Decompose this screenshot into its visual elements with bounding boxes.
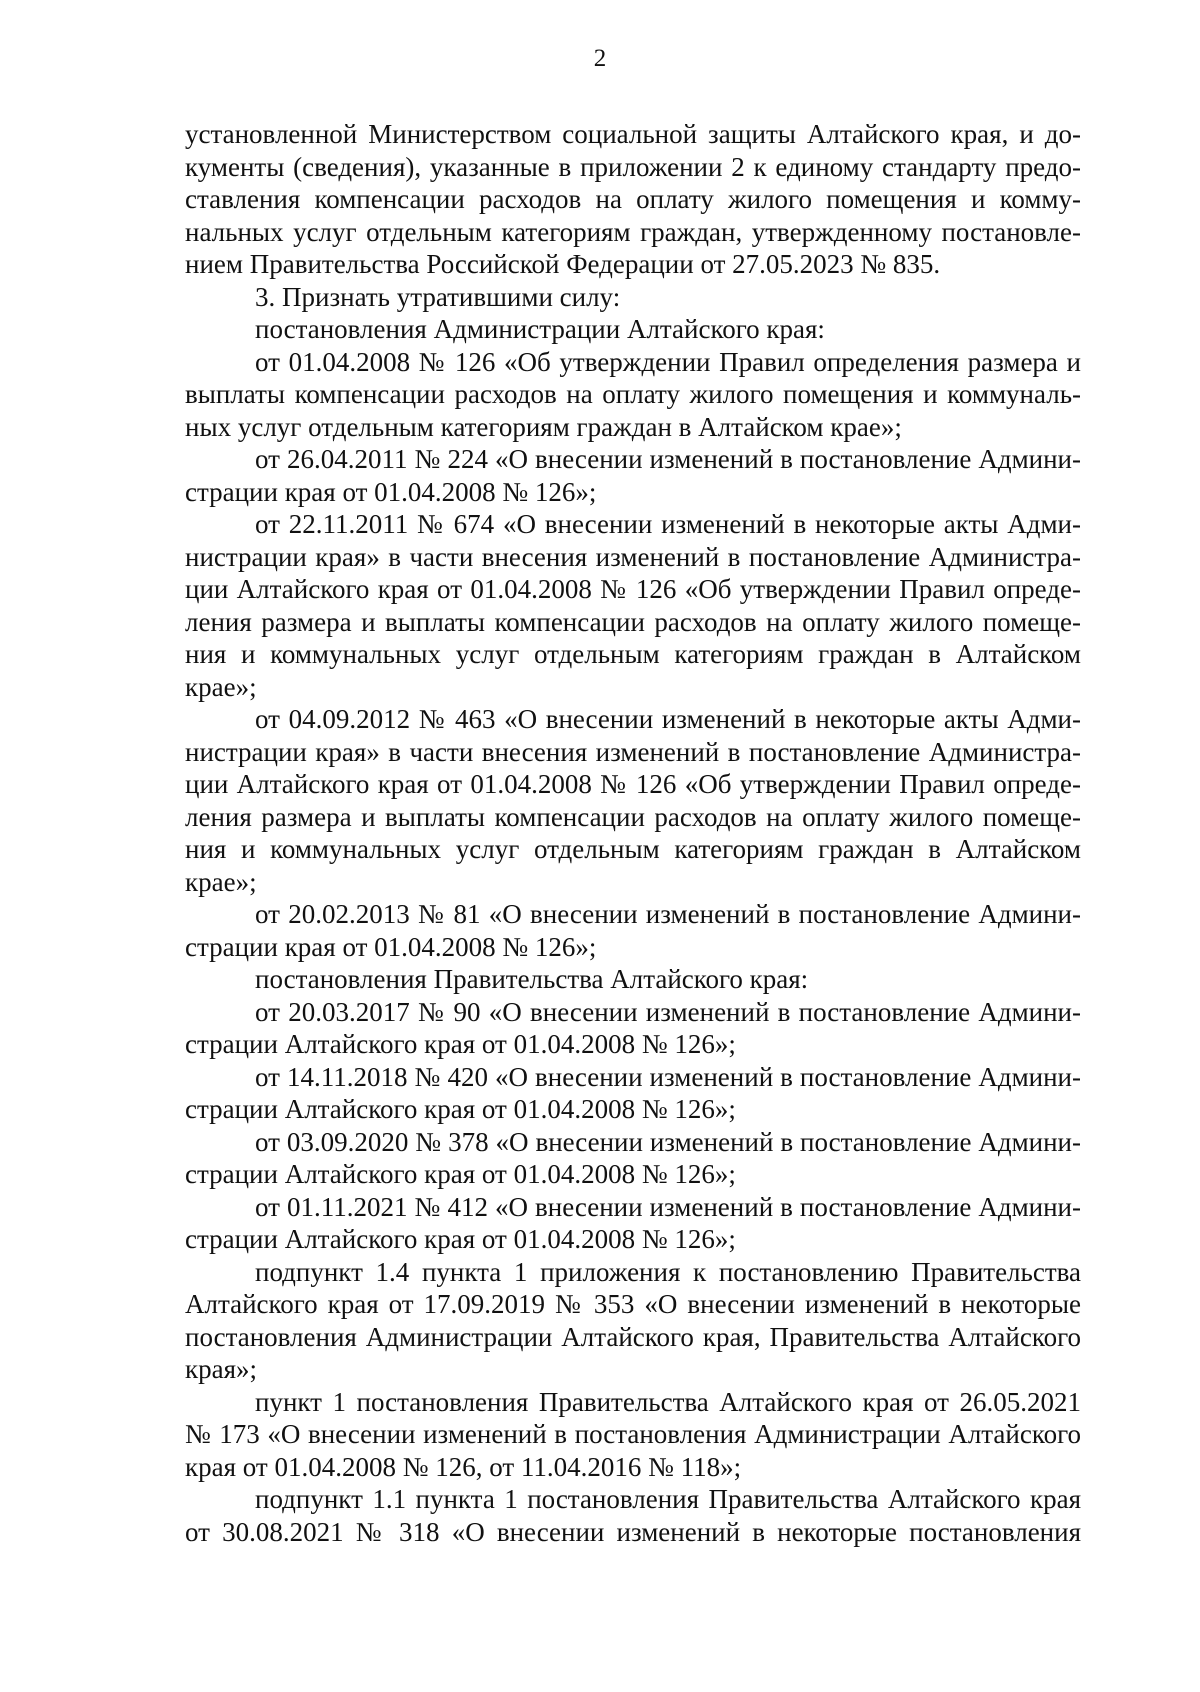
text-line: края»; <box>185 1354 258 1384</box>
text-line: постановления Правительства Алтайского края: <box>255 964 809 994</box>
paragraph <box>185 118 1081 281</box>
paragraph <box>185 1386 1081 1484</box>
text-line: ния и коммунальных услуг отдельным категориям граждан в Алтайском <box>185 639 1081 669</box>
text-line: от 01.11.2021 № 412 «О внесении изменений в постановление Админи- <box>255 1191 1081 1222</box>
text-line: ных услуг отдельным категориям граждан в Алтайском крае»; <box>185 411 902 442</box>
text-line: от 22.11.2011 № 674 «О внесении изменений в некоторые акты Адми- <box>255 509 1081 539</box>
paragraph <box>185 1256 1081 1386</box>
text-line: крае»; <box>185 671 257 702</box>
text-line: от 20.02.2013 № 81 «О внесении изменений в постановление Админи- <box>255 899 1081 929</box>
paragraph <box>185 508 1081 703</box>
text-line: страции Алтайского края от 01.04.2008 № 126»; <box>185 1029 736 1059</box>
text-line: кументы (сведения), указанные в приложении 2 к единому стандарту предо- <box>185 151 1081 182</box>
paragraph <box>185 313 1081 346</box>
text-line: ции Алтайского края от 01.04.2008 № 126 «Об утверждении Правил опреде- <box>185 769 1081 799</box>
paragraph <box>185 996 1081 1061</box>
text-line: крае»; <box>185 866 257 897</box>
text-line: ления размера и выплаты компенсации расходов на оплату жилого помеще- <box>185 801 1081 832</box>
paragraph <box>185 1126 1081 1191</box>
paragraph <box>185 703 1081 898</box>
page-number: 2 <box>593 45 607 72</box>
text-line: установленной Министерством социальной защиты Алтайского края, и до- <box>185 119 1081 149</box>
text-line: от 20.03.2017 № 90 «О внесении изменений в постановление Админи- <box>255 996 1081 1027</box>
paragraph <box>185 1061 1081 1126</box>
text-line: от 26.04.2011 № 224 «О внесении изменений в постановление Админи- <box>255 444 1081 474</box>
text-line: № 173 «О внесении изменений в постановления Администрации Алтайского <box>185 1419 1081 1449</box>
text-line: края от 01.04.2008 № 126, от 11.04.2016 № 118»; <box>185 1451 742 1482</box>
text-line: Алтайского края от 17.09.2019 № 353 «О внесении изменений в некоторые <box>185 1289 1081 1319</box>
text-line: страции края от 01.04.2008 № 126»; <box>185 476 597 507</box>
text-line: нистрации края» в части внесения изменений в постановление Администра- <box>185 736 1081 767</box>
text-line: страции Алтайского края от 01.04.2008 № 126»; <box>185 1094 736 1124</box>
text-line: ции Алтайского края от 01.04.2008 № 126 «Об утверждении Правил опреде- <box>185 574 1081 604</box>
text-line: страции края от 01.04.2008 № 126»; <box>185 931 597 962</box>
text-line: от 14.11.2018 № 420 «О внесении изменений в постановление Админи- <box>255 1061 1081 1092</box>
text-line: от 04.09.2012 № 463 «О внесении изменений в некоторые акты Адми- <box>255 704 1081 734</box>
text-line: постановления Администрации Алтайского края, Правительства Алтайского <box>185 1321 1081 1352</box>
paragraph <box>185 898 1081 963</box>
text-line: 3. Признать утратившими силу: <box>255 281 621 312</box>
text-line: нистрации края» в части внесения изменений в постановление Администра- <box>185 541 1081 572</box>
text-line: постановления Администрации Алтайского края: <box>255 314 825 344</box>
text-line: от 30.08.2021 № 318 «О внесении изменений в некоторые постановления <box>185 1516 1081 1547</box>
text-line: ставления компенсации расходов на оплату жилого помещения и комму- <box>185 184 1081 214</box>
text-line: ния и коммунальных услуг отдельным категориям граждан в Алтайском <box>185 834 1081 864</box>
paragraph <box>185 1483 1081 1548</box>
text-line: подпункт 1.1 пункта 1 постановления Правительства Алтайского края <box>255 1484 1081 1514</box>
paragraph <box>185 346 1081 444</box>
text-line: от 01.04.2008 № 126 «Об утверждении Правил определения размера и <box>255 346 1081 377</box>
text-line: нием Правительства Российской Федерации от 27.05.2023 № 835. <box>185 249 941 279</box>
text-line: выплаты компенсации расходов на оплату жилого помещения и коммуналь- <box>185 379 1081 409</box>
text-line: подпункт 1.4 пункта 1 приложения к постановлению Правительства <box>255 1256 1081 1287</box>
document-body <box>185 118 1081 1548</box>
text-line: нальных услуг отдельным категориям граждан, утвержденному постановле- <box>185 216 1081 247</box>
text-line: страции Алтайского края от 01.04.2008 № 126»; <box>185 1224 736 1254</box>
paragraph <box>185 443 1081 508</box>
text-line: пункт 1 постановления Правительства Алтайского края от 26.05.2021 <box>255 1386 1081 1417</box>
text-line: от 03.09.2020 № 378 «О внесении изменений в постановление Админи- <box>255 1126 1081 1157</box>
paragraph <box>185 1191 1081 1256</box>
paragraph <box>185 963 1081 996</box>
paragraph <box>185 281 1081 314</box>
text-line: страции Алтайского края от 01.04.2008 № 126»; <box>185 1159 736 1189</box>
text-line: ления размера и выплаты компенсации расходов на оплату жилого помеще- <box>185 606 1081 637</box>
